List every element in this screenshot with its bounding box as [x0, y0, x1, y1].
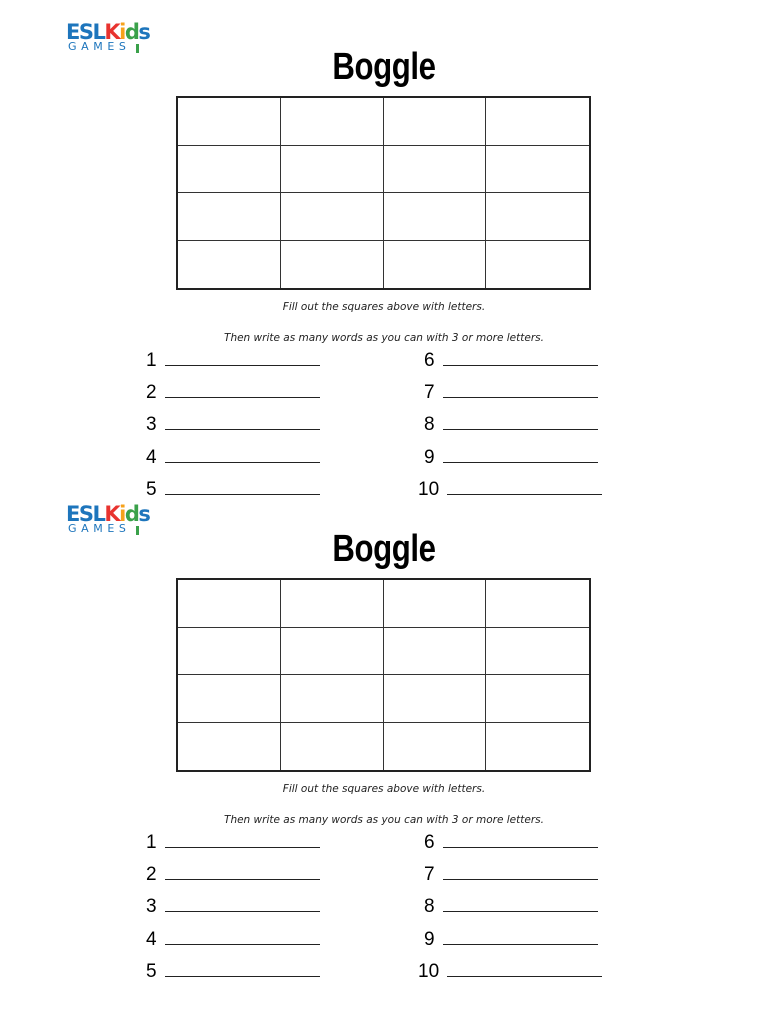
boggle-grid: [176, 96, 591, 290]
answer-number: 6: [424, 832, 435, 853]
answer-line[interactable]: [424, 896, 598, 918]
grid-cell[interactable]: [486, 146, 589, 194]
answer-line[interactable]: [424, 414, 598, 436]
grid-cell[interactable]: [486, 723, 589, 771]
answer-line[interactable]: [424, 864, 598, 886]
answer-blank[interactable]: [165, 383, 320, 398]
answer-blank[interactable]: [443, 833, 598, 848]
grid-cell[interactable]: [178, 241, 281, 289]
logo-games-text: GAMES: [68, 40, 131, 53]
grid-cell[interactable]: [486, 98, 589, 146]
page-title: Boggle: [332, 528, 436, 570]
answer-blank[interactable]: [165, 865, 320, 880]
answer-blank[interactable]: [443, 351, 598, 366]
answer-line[interactable]: [146, 414, 320, 436]
grid-cell[interactable]: [384, 628, 487, 676]
grid-cell[interactable]: [281, 628, 384, 676]
answer-line[interactable]: [424, 832, 598, 854]
answer-blank[interactable]: [165, 930, 320, 945]
answer-line[interactable]: [146, 961, 320, 983]
answer-number: 9: [424, 447, 435, 468]
logo-games-text: GAMES: [68, 522, 131, 535]
answer-line[interactable]: [418, 961, 602, 983]
grid-cell[interactable]: [178, 675, 281, 723]
logo-esl-text: ESL: [66, 502, 105, 526]
logo-esl-text: ESL: [66, 20, 105, 44]
answer-blank[interactable]: [443, 383, 598, 398]
answer-blank[interactable]: [165, 897, 320, 912]
grid-cell[interactable]: [486, 580, 589, 628]
answer-blank[interactable]: [443, 930, 598, 945]
grid-cell[interactable]: [281, 675, 384, 723]
answer-number: 4: [146, 929, 157, 950]
answer-number: 1: [146, 832, 157, 853]
answer-blank[interactable]: [443, 897, 598, 912]
grid-cell[interactable]: [486, 193, 589, 241]
answer-number: 6: [424, 350, 435, 371]
answer-number: 7: [424, 382, 435, 403]
answer-blank[interactable]: [447, 962, 602, 977]
logo-kids-text: Kids: [104, 502, 150, 526]
answer-blank[interactable]: [165, 351, 320, 366]
instruction-fill-squares: Fill out the squares above with letters.: [282, 301, 486, 313]
grid-cell[interactable]: [178, 580, 281, 628]
answer-line[interactable]: [424, 929, 598, 951]
grid-cell[interactable]: [384, 146, 487, 194]
worksheet-1: [0, 0, 768, 500]
grid-cell[interactable]: [486, 241, 589, 289]
grid-cell[interactable]: [178, 628, 281, 676]
grid-cell[interactable]: [281, 193, 384, 241]
answer-number: 8: [424, 414, 435, 435]
grid-cell[interactable]: [384, 193, 487, 241]
answer-line[interactable]: [146, 896, 320, 918]
worksheet-2: [0, 482, 768, 982]
page-title: Boggle: [332, 46, 436, 88]
answer-line[interactable]: [424, 382, 598, 404]
grid-cell[interactable]: [486, 675, 589, 723]
answer-number: 10: [418, 479, 440, 500]
answer-number: 5: [146, 479, 157, 500]
answer-number: 3: [146, 414, 157, 435]
answer-number: 7: [424, 864, 435, 885]
grid-cell[interactable]: [178, 193, 281, 241]
answer-blank[interactable]: [165, 415, 320, 430]
answer-blank[interactable]: [165, 962, 320, 977]
answer-number: 2: [146, 382, 157, 403]
instruction-write-words: Then write as many words as you can with 3 or more letters.: [224, 814, 544, 826]
answer-number: 9: [424, 929, 435, 950]
grid-cell[interactable]: [384, 98, 487, 146]
grid-cell[interactable]: [486, 628, 589, 676]
answer-number: 10: [418, 961, 440, 982]
answer-line[interactable]: [146, 350, 320, 372]
answer-blank[interactable]: [165, 833, 320, 848]
answer-number: 3: [146, 896, 157, 917]
answer-number: 5: [146, 961, 157, 982]
answer-line[interactable]: [146, 929, 320, 951]
answer-line[interactable]: [424, 447, 598, 469]
grid-cell[interactable]: [178, 723, 281, 771]
grid-cell[interactable]: [281, 98, 384, 146]
answer-line[interactable]: [146, 832, 320, 854]
answer-blank[interactable]: [443, 865, 598, 880]
grid-cell[interactable]: [384, 675, 487, 723]
boggle-grid: [176, 578, 591, 772]
answer-number: 8: [424, 896, 435, 917]
logo-kids-text: Kids: [104, 20, 150, 44]
answer-number: 4: [146, 447, 157, 468]
grid-cell[interactable]: [384, 723, 487, 771]
grid-cell[interactable]: [281, 580, 384, 628]
answer-blank[interactable]: [443, 415, 598, 430]
answer-line[interactable]: [424, 350, 598, 372]
answer-line[interactable]: [146, 382, 320, 404]
grid-cell[interactable]: [384, 241, 487, 289]
grid-cell[interactable]: [178, 146, 281, 194]
grid-cell[interactable]: [281, 723, 384, 771]
instruction-write-words: Then write as many words as you can with 3 or more letters.: [224, 332, 544, 344]
answer-blank[interactable]: [165, 448, 320, 463]
grid-cell[interactable]: [178, 98, 281, 146]
answer-line[interactable]: [146, 864, 320, 886]
answer-blank[interactable]: [443, 448, 598, 463]
instruction-fill-squares: Fill out the squares above with letters.: [282, 783, 486, 795]
answer-line[interactable]: [146, 447, 320, 469]
answer-number: 2: [146, 864, 157, 885]
answer-number: 1: [146, 350, 157, 371]
grid-cell[interactable]: [281, 146, 384, 194]
grid-cell[interactable]: [384, 580, 487, 628]
grid-cell[interactable]: [281, 241, 384, 289]
